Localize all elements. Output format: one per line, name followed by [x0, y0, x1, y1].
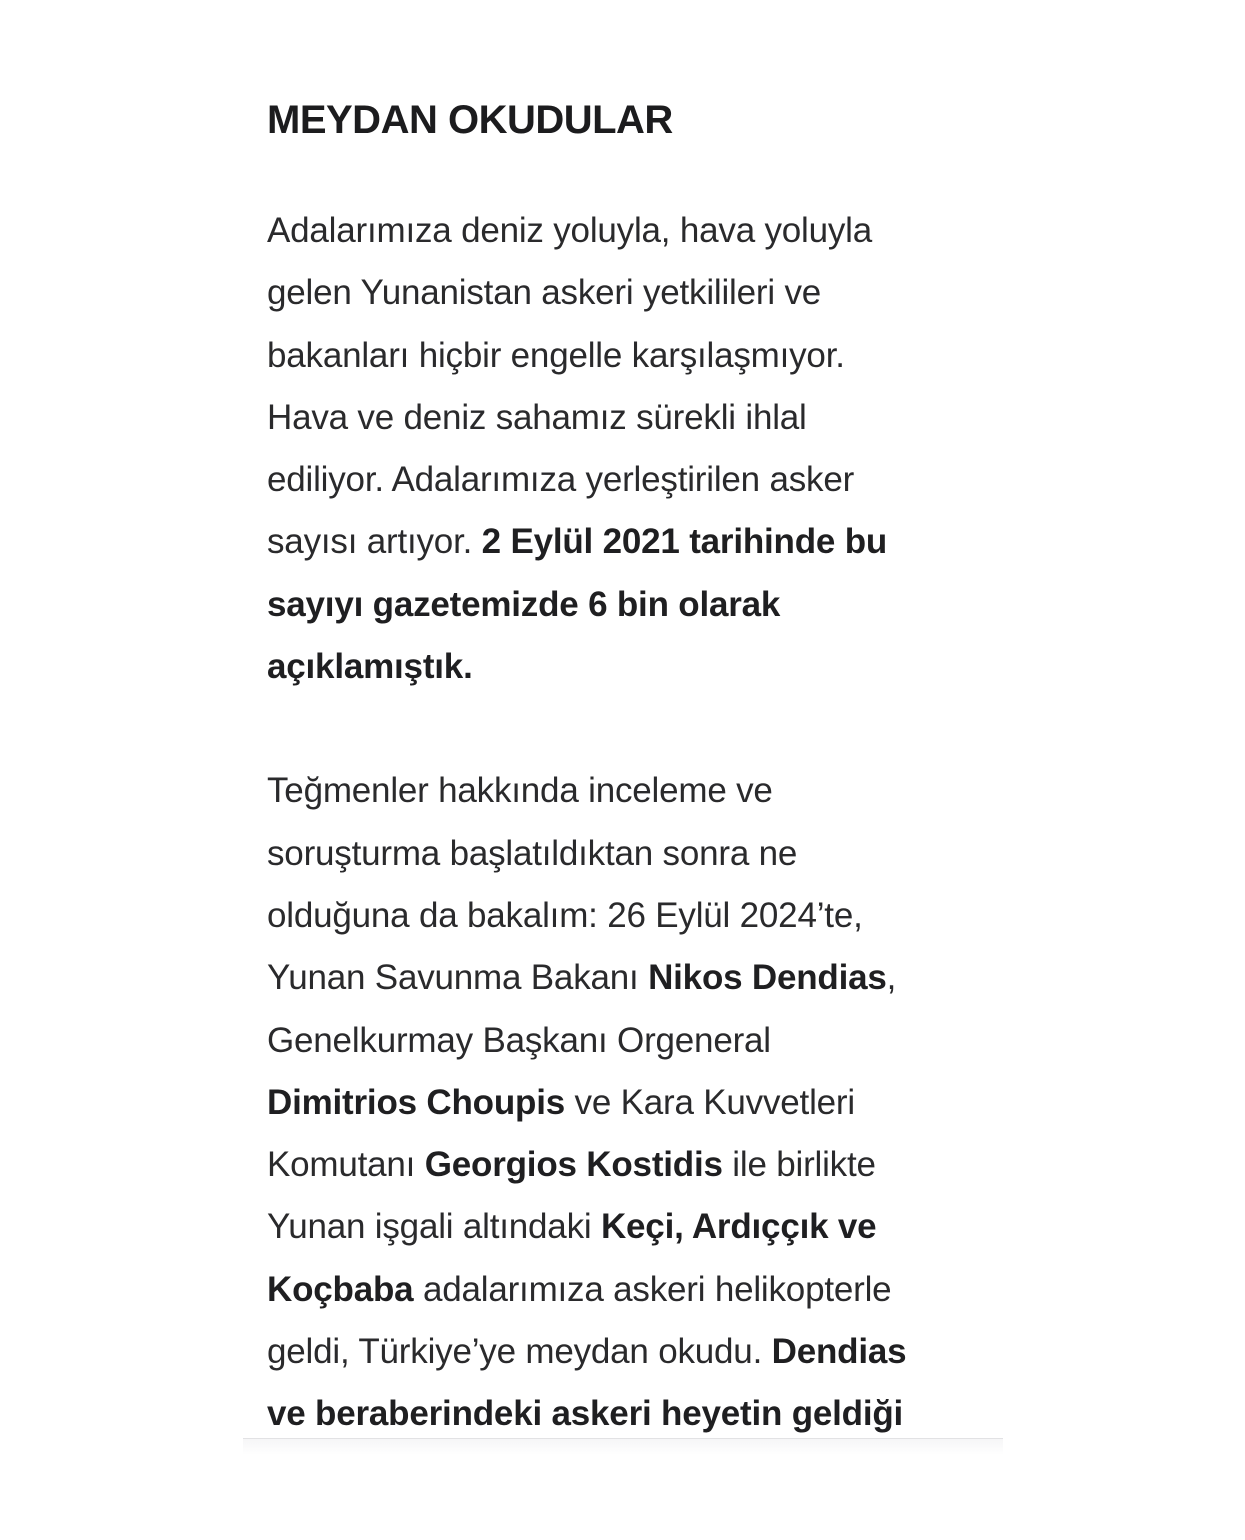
paragraph-2-line-7 [267, 1134, 987, 1196]
paragraph-2-line-1: Teğmenler hakkında inceleme ve [267, 771, 773, 811]
text-normal: Komutanı [267, 1145, 425, 1185]
text-bold: Dimitrios Choupis [267, 1082, 565, 1122]
paragraph-2-line-9 [267, 1259, 987, 1321]
paragraph-2-line-11: ve beraberindeki askeri heyetin geldiği [267, 1394, 904, 1434]
paragraph-1-line-8: açıklamıştık. [267, 647, 473, 687]
article-heading: MEYDAN OKUDULAR [267, 98, 673, 142]
paragraph-2-line-3: olduğuna da bakalım: 26 Eylül 2024’te, [267, 895, 863, 935]
paragraph-2-line-4 [267, 947, 987, 1009]
text-bold: Keçi, Ardıççık ve [600, 1207, 877, 1247]
text-bold: Nikos Dendias [648, 958, 887, 998]
paragraph-1-line-6 [267, 511, 987, 573]
text-normal: adalarımıza askeri helikopterle [413, 1269, 892, 1309]
text-normal: ile birlikte [722, 1145, 876, 1185]
paragraph-2-line-10 [267, 1321, 987, 1383]
paragraph-1-line-7: sayıyı gazetemizde 6 bin olarak [267, 584, 781, 624]
text-normal: geldi, Türkiye’ye meydan okudu. [267, 1332, 772, 1372]
bottom-divider [243, 1438, 1003, 1455]
paragraph-1-line-5: ediliyor. Adalarımıza yerleştirilen asker [267, 460, 855, 500]
text-normal: ve Kara Kuvvetleri [565, 1082, 855, 1122]
text-bold: 2 Eylül 2021 tarihinde bu [481, 522, 888, 562]
text-normal: sayısı artıyor. [267, 522, 482, 562]
paragraph-1 [267, 200, 987, 698]
text-normal: Yunan işgali altındaki [267, 1207, 601, 1247]
paragraph-1-line-1: Adalarımıza deniz yoluyla, hava yoluyla [267, 211, 873, 250]
paragraph-2-line-2: soruşturma başlatıldıktan sonra ne [267, 833, 798, 873]
paragraph-1-line-2: gelen Yunanistan askeri yetkilileri ve [267, 273, 822, 313]
paragraph-1-line-3: bakanları hiçbir engelle karşılaşmıyor. [267, 335, 845, 375]
paragraph-1-line-4: Hava ve deniz sahamız sürekli ihlal [267, 397, 807, 437]
text-bold: Koçbaba [267, 1269, 414, 1309]
paragraph-2-line-6 [267, 1072, 987, 1134]
paragraph-2-line-5: Genelkurmay Başkanı Orgeneral [267, 1020, 771, 1060]
text-normal: , [886, 958, 897, 998]
text-normal: Yunan Savunma Bakanı [267, 958, 649, 998]
text-bold: Dendias [771, 1332, 907, 1372]
paragraph-2-line-8 [267, 1196, 987, 1258]
text-bold: Georgios Kostidis [424, 1145, 723, 1185]
article [267, 92, 987, 1446]
paragraph-2 [267, 760, 987, 1445]
